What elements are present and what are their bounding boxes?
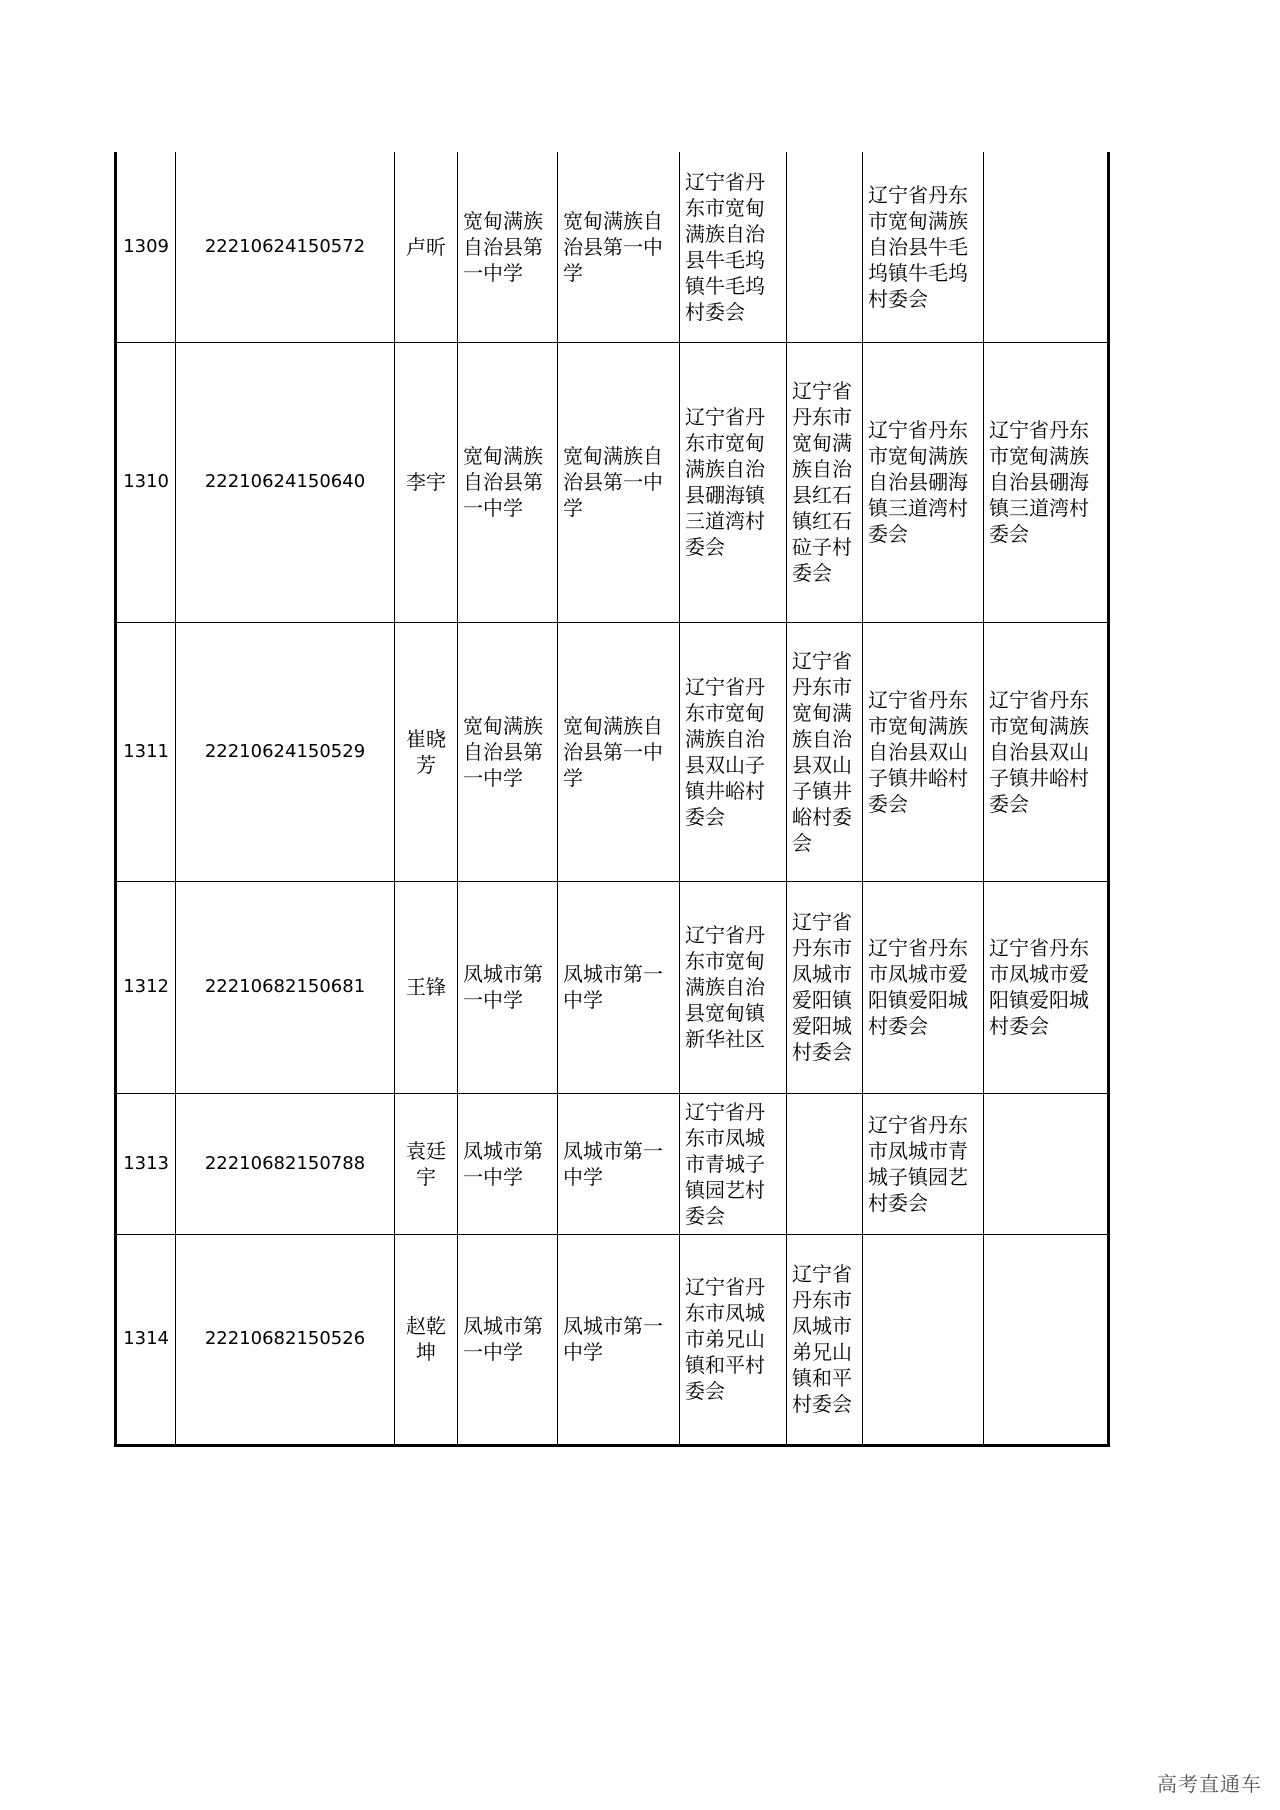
address-2: 辽宁省丹东市宽甸满族自治县红石镇红石砬子村委会	[787, 342, 863, 622]
address-2	[787, 152, 863, 342]
row-index: 1312	[116, 881, 176, 1093]
school-secondary: 宽甸满族自治县第一中学	[558, 622, 680, 881]
table-row	[116, 1093, 1109, 1234]
row-index: 1314	[116, 1234, 176, 1445]
school-primary: 凤城市第一中学	[458, 1093, 558, 1234]
address-3	[863, 1234, 984, 1445]
address-1: 辽宁省丹东市宽甸满族自治县宽甸镇新华社区	[680, 881, 787, 1093]
address-4	[984, 1093, 1109, 1234]
row-index: 1311	[116, 622, 176, 881]
row-index: 1310	[116, 342, 176, 622]
school-secondary: 凤城市第一中学	[558, 1234, 680, 1445]
exam-id: 22210682150526	[176, 1234, 395, 1445]
row-index: 1309	[116, 152, 176, 342]
table-row	[116, 342, 1109, 622]
school-secondary: 宽甸满族自治县第一中学	[558, 152, 680, 342]
exam-id: 22210624150572	[176, 152, 395, 342]
address-1: 辽宁省丹东市宽甸满族自治县牛毛坞镇牛毛坞村委会	[680, 152, 787, 342]
table-body	[116, 152, 1109, 1445]
address-3: 辽宁省丹东市宽甸满族自治县硼海镇三道湾村委会	[863, 342, 984, 622]
exam-id: 22210682150788	[176, 1093, 395, 1234]
address-3: 辽宁省丹东市宽甸满族自治县牛毛坞镇牛毛坞村委会	[863, 152, 984, 342]
school-primary: 宽甸满族自治县第一中学	[458, 622, 558, 881]
address-4: 辽宁省丹东市宽甸满族自治县双山子镇井峪村委会	[984, 622, 1109, 881]
address-3: 辽宁省丹东市凤城市爱阳镇爱阳城村委会	[863, 881, 984, 1093]
address-1: 辽宁省丹东市凤城市青城子镇园艺村委会	[680, 1093, 787, 1234]
address-2: 辽宁省丹东市凤城市弟兄山镇和平村委会	[787, 1234, 863, 1445]
exam-id: 22210624150640	[176, 342, 395, 622]
watermark-text: 高考直通车	[1157, 1772, 1262, 1796]
address-2: 辽宁省丹东市凤城市爱阳镇爱阳城村委会	[787, 881, 863, 1093]
table-row	[116, 1234, 1109, 1445]
school-primary: 宽甸满族自治县第一中学	[458, 342, 558, 622]
school-secondary: 凤城市第一中学	[558, 1093, 680, 1234]
address-3: 辽宁省丹东市宽甸满族自治县双山子镇井峪村委会	[863, 622, 984, 881]
address-1: 辽宁省丹东市宽甸满族自治县双山子镇井峪村委会	[680, 622, 787, 881]
table-row	[116, 622, 1109, 881]
address-4: 辽宁省丹东市凤城市爱阳镇爱阳城村委会	[984, 881, 1109, 1093]
address-4	[984, 1234, 1109, 1445]
table-row	[116, 881, 1109, 1093]
student-name: 袁廷宇	[395, 1093, 458, 1234]
address-3: 辽宁省丹东市凤城市青城子镇园艺村委会	[863, 1093, 984, 1234]
student-name: 卢昕	[395, 152, 458, 342]
school-primary: 凤城市第一中学	[458, 1234, 558, 1445]
student-table	[114, 152, 1110, 1447]
address-2	[787, 1093, 863, 1234]
row-index: 1313	[116, 1093, 176, 1234]
student-name: 赵乾坤	[395, 1234, 458, 1445]
address-1: 辽宁省丹东市宽甸满族自治县硼海镇三道湾村委会	[680, 342, 787, 622]
address-4: 辽宁省丹东市宽甸满族自治县硼海镇三道湾村委会	[984, 342, 1109, 622]
exam-id: 22210624150529	[176, 622, 395, 881]
address-2: 辽宁省丹东市宽甸满族自治县双山子镇井峪村委会	[787, 622, 863, 881]
student-name: 王锋	[395, 881, 458, 1093]
school-secondary: 宽甸满族自治县第一中学	[558, 342, 680, 622]
school-primary: 凤城市第一中学	[458, 881, 558, 1093]
exam-id: 22210682150681	[176, 881, 395, 1093]
school-secondary: 凤城市第一中学	[558, 881, 680, 1093]
student-name: 崔晓芳	[395, 622, 458, 881]
address-4	[984, 152, 1109, 342]
school-primary: 宽甸满族自治县第一中学	[458, 152, 558, 342]
student-name: 李宇	[395, 342, 458, 622]
table-row	[116, 152, 1109, 342]
address-1: 辽宁省丹东市凤城市弟兄山镇和平村委会	[680, 1234, 787, 1445]
